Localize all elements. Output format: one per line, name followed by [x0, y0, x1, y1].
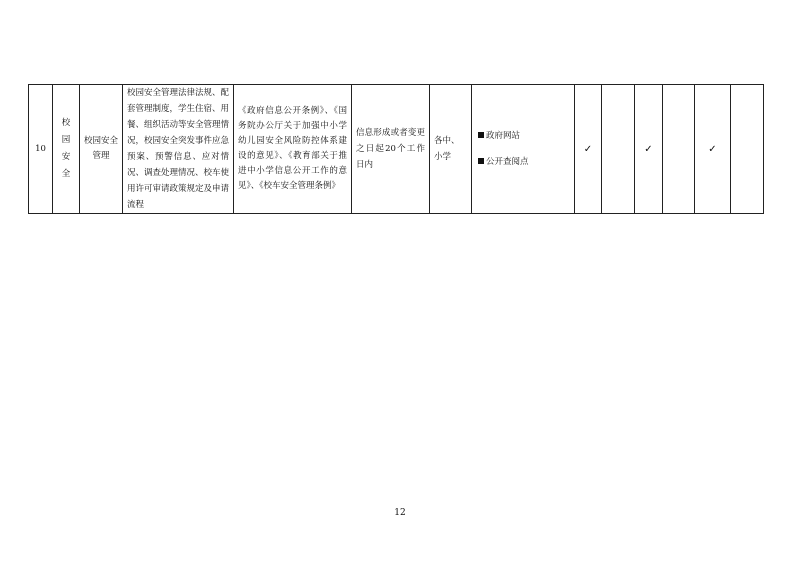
check-mark-icon: ✓: [583, 143, 593, 155]
disclosure-channel-cell: [472, 85, 575, 214]
subcategory-cell: 校园安全管理: [80, 85, 123, 214]
empty-cell: [663, 85, 695, 214]
empty-cell: [602, 85, 635, 214]
check-mark-icon: ✓: [708, 143, 717, 155]
disclosure-table: [28, 84, 764, 214]
disclosure-content-cell: 校园安全管理法律法规、配套管理制度，学生住宿、用餐、组织活动等安全管理情况，校园安全突发事件应急预案、预警信息、应对情况、调查处理情况、校车使用许可审请政策规定及申请流程: [123, 85, 234, 214]
table-row: [29, 85, 764, 214]
disclosure-period-cell: 信息形成或者变更之日起20个工作日内: [352, 85, 430, 214]
channel-label: 政府网站: [486, 131, 521, 141]
check-mark-icon: ✓: [644, 143, 653, 155]
empty-cell: [731, 85, 764, 214]
check-cell: [575, 85, 602, 214]
category-cell: [53, 85, 80, 214]
channel-item: [478, 128, 568, 144]
check-cell: [635, 85, 663, 214]
channel-label: 公开查阅点: [486, 157, 529, 167]
disclosure-subject-cell: 各中、小学: [430, 85, 472, 214]
category-text: 校园安全: [61, 118, 71, 179]
square-bullet-icon: [478, 158, 484, 164]
legal-basis-cell: 《政府信息公开条例》、《国务院办公厅关于加强中小学幼儿园安全风险防控体系建设的意见》、《教育部关于推进中小学信息公开工作的意见》、《校车安全管理条例》: [234, 85, 352, 214]
channel-item: [478, 154, 568, 170]
check-cell: [695, 85, 731, 214]
page-number: 12: [394, 508, 406, 518]
square-bullet-icon: [478, 132, 484, 138]
row-number: 10: [29, 85, 53, 214]
